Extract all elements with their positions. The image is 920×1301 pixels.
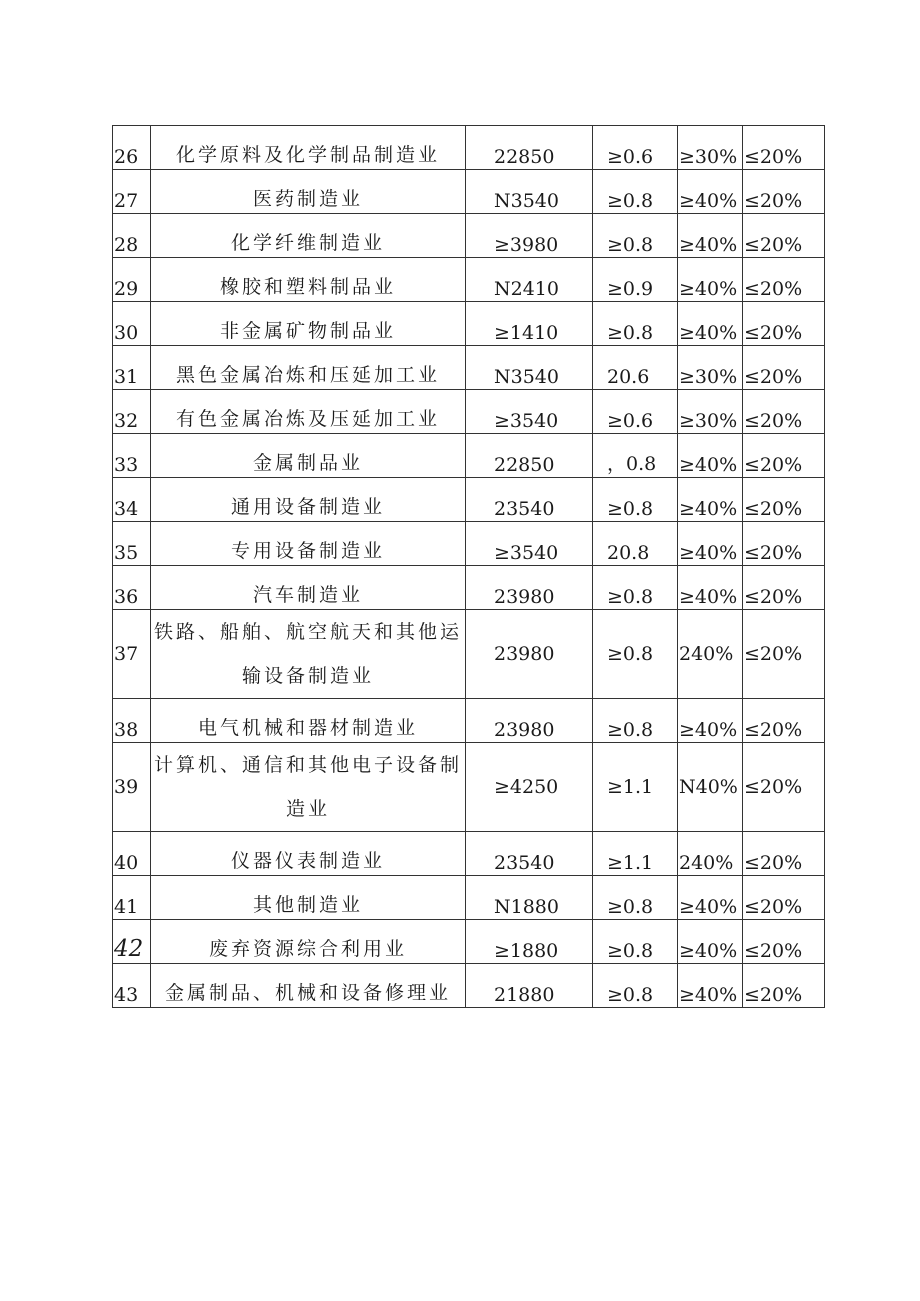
industry-name: 通用设备制造业	[151, 478, 466, 522]
value-3: ≥30%	[678, 390, 743, 434]
table-row	[113, 302, 825, 346]
row-number: 36	[113, 566, 151, 610]
value-2: ≥0.8	[593, 214, 678, 258]
industry-name: 金属制品业	[151, 434, 466, 478]
value-2: ≥0.6	[593, 126, 678, 170]
table-row	[113, 920, 825, 964]
row-number: 42	[113, 920, 151, 964]
value-3: ≥40%	[678, 566, 743, 610]
value-1: 23980	[466, 610, 593, 699]
industry-name: 其他制造业	[151, 876, 466, 920]
row-number: 41	[113, 876, 151, 920]
value-1: 23980	[466, 566, 593, 610]
value-3: ≥40%	[678, 258, 743, 302]
value-3: ≥40%	[678, 302, 743, 346]
value-3: ≥30%	[678, 346, 743, 390]
table-row	[113, 832, 825, 876]
value-2: 20.8	[593, 522, 678, 566]
industry-name: 有色金属冶炼及压延加工业	[151, 390, 466, 434]
value-4: ≤20%	[743, 390, 825, 434]
value-4: ≤20%	[743, 346, 825, 390]
row-number: 30	[113, 302, 151, 346]
table-row	[113, 964, 825, 1008]
table-row	[113, 699, 825, 743]
value-1: ≥3540	[466, 390, 593, 434]
value-4: ≤20%	[743, 566, 825, 610]
value-2: ≥1.1	[593, 743, 678, 832]
industry-name: 非金属矿物制品业	[151, 302, 466, 346]
value-1: 23980	[466, 699, 593, 743]
value-4: ≤20%	[743, 610, 825, 699]
industry-name: 电气机械和器材制造业	[151, 699, 466, 743]
value-1: 22850	[466, 434, 593, 478]
table-row	[113, 566, 825, 610]
value-3: ≥40%	[678, 964, 743, 1008]
row-number: 35	[113, 522, 151, 566]
value-1: 23540	[466, 832, 593, 876]
value-3: ≥40%	[678, 478, 743, 522]
value-4: ≤20%	[743, 832, 825, 876]
value-2: ，0.8	[593, 434, 678, 478]
value-1: ≥4250	[466, 743, 593, 832]
value-2: ≥0.6	[593, 390, 678, 434]
value-4: ≤20%	[743, 743, 825, 832]
row-number: 31	[113, 346, 151, 390]
value-1: N3540	[466, 346, 593, 390]
row-number: 37	[113, 610, 151, 699]
value-4: ≤20%	[743, 126, 825, 170]
value-2: ≥0.9	[593, 258, 678, 302]
table-row	[113, 610, 825, 699]
row-number: 40	[113, 832, 151, 876]
value-3: ≥40%	[678, 170, 743, 214]
industry-name: 专用设备制造业	[151, 522, 466, 566]
value-2: ≥0.8	[593, 302, 678, 346]
value-2: ≥0.8	[593, 920, 678, 964]
industry-name: 化学纤维制造业	[151, 214, 466, 258]
value-2: ≥0.8	[593, 170, 678, 214]
value-4: ≤20%	[743, 434, 825, 478]
industry-name: 仪器仪表制造业	[151, 832, 466, 876]
value-3: N40%	[678, 743, 743, 832]
industry-name: 废弃资源综合利用业	[151, 920, 466, 964]
table-row	[113, 478, 825, 522]
value-3: ≥40%	[678, 214, 743, 258]
value-3: ≥40%	[678, 522, 743, 566]
industry-name: 黑色金属冶炼和压延加工业	[151, 346, 466, 390]
value-1: ≥3980	[466, 214, 593, 258]
row-number: 27	[113, 170, 151, 214]
value-4: ≤20%	[743, 522, 825, 566]
value-1: 23540	[466, 478, 593, 522]
table-row	[113, 743, 825, 832]
value-3: 240%	[678, 832, 743, 876]
value-1: N2410	[466, 258, 593, 302]
value-1: N3540	[466, 170, 593, 214]
value-2: ≥0.8	[593, 610, 678, 699]
value-3: ≥40%	[678, 876, 743, 920]
row-number: 29	[113, 258, 151, 302]
value-2: ≥1.1	[593, 832, 678, 876]
row-number: 43	[113, 964, 151, 1008]
table-row	[113, 390, 825, 434]
value-4: ≤20%	[743, 214, 825, 258]
value-3: 240%	[678, 610, 743, 699]
industry-name: 化学原料及化学制品制造业	[151, 126, 466, 170]
value-3: ≥40%	[678, 920, 743, 964]
value-4: ≤20%	[743, 478, 825, 522]
row-number: 32	[113, 390, 151, 434]
row-number: 33	[113, 434, 151, 478]
row-number: 38	[113, 699, 151, 743]
table-row	[113, 126, 825, 170]
value-1: ≥1880	[466, 920, 593, 964]
row-number: 28	[113, 214, 151, 258]
industry-name: 医药制造业	[151, 170, 466, 214]
row-number: 34	[113, 478, 151, 522]
value-4: ≤20%	[743, 258, 825, 302]
industry-name: 汽车制造业	[151, 566, 466, 610]
value-3: ≥30%	[678, 126, 743, 170]
table-row	[113, 522, 825, 566]
value-4: ≤20%	[743, 699, 825, 743]
table-row	[113, 434, 825, 478]
value-3: ≥40%	[678, 434, 743, 478]
value-2: ≥0.8	[593, 876, 678, 920]
industry-name: 橡胶和塑料制品业	[151, 258, 466, 302]
table-row	[113, 876, 825, 920]
value-4: ≤20%	[743, 920, 825, 964]
industry-name: 金属制品、机械和设备修理业	[151, 964, 466, 1008]
value-2: ≥0.8	[593, 478, 678, 522]
table-row	[113, 258, 825, 302]
value-4: ≤20%	[743, 964, 825, 1008]
value-2: ≥0.8	[593, 566, 678, 610]
industry-name: 计算机、通信和其他电子设备制造业	[151, 743, 466, 832]
table-body	[113, 126, 825, 1008]
value-2: ≥0.8	[593, 699, 678, 743]
row-number: 26	[113, 126, 151, 170]
table-row	[113, 346, 825, 390]
value-4: ≤20%	[743, 302, 825, 346]
value-1: ≥3540	[466, 522, 593, 566]
value-1: 21880	[466, 964, 593, 1008]
industry-name: 铁路、船舶、航空航天和其他运输设备制造业	[151, 610, 466, 699]
value-2: ≥0.8	[593, 964, 678, 1008]
table-row	[113, 214, 825, 258]
value-4: ≤20%	[743, 876, 825, 920]
value-1: ≥1410	[466, 302, 593, 346]
value-2: 20.6	[593, 346, 678, 390]
value-1: N1880	[466, 876, 593, 920]
table-row	[113, 170, 825, 214]
value-4: ≤20%	[743, 170, 825, 214]
value-3: ≥40%	[678, 699, 743, 743]
industry-standards-table	[112, 125, 825, 1008]
row-number: 39	[113, 743, 151, 832]
value-1: 22850	[466, 126, 593, 170]
